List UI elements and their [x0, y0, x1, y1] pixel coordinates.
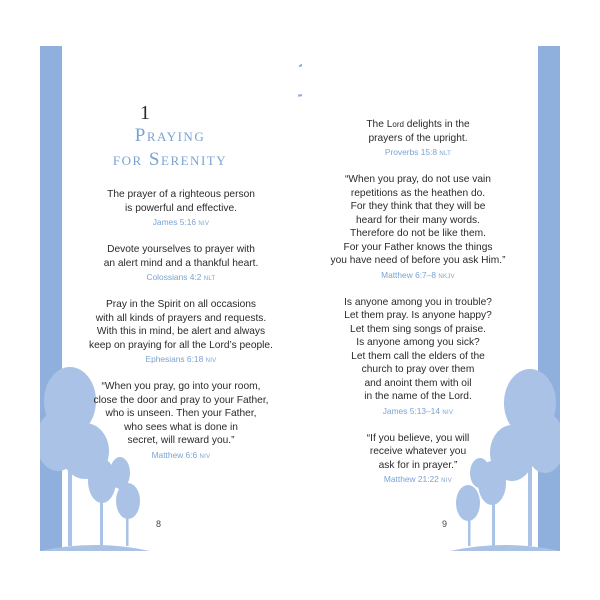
quote-line: Let them call the elders of the [351, 350, 485, 362]
quote-line: an alert mind and a thankful heart. [103, 257, 259, 269]
quote-line: Is anyone among you sick? [356, 337, 480, 348]
left-page [40, 46, 298, 551]
scripture-quote [78, 298, 284, 367]
quote-line: heard for their many words. [355, 214, 480, 226]
scripture-reference: Colossians 4:2 NLT [146, 272, 216, 282]
right-quotes-rest [306, 173, 530, 487]
scripture-reference: James 5:16 NIV [152, 217, 210, 227]
scripture-quote [306, 296, 530, 419]
quote-line: Let them sing songs of praise. [350, 323, 486, 335]
chapter-title-line: for Serenity [112, 149, 228, 170]
quote-line: secret, will reward you.” [127, 435, 235, 446]
quote-line: who is unseen. Then your Father, [105, 408, 257, 419]
quote-line: “When you pray, do not use vain [345, 174, 491, 185]
quote-line: For they think that they will be [350, 201, 486, 212]
quote-line: Let them pray. Is anyone happy? [344, 310, 492, 321]
scripture-quote [78, 243, 284, 285]
scripture-quote [78, 188, 284, 230]
quote-line: ask for in prayer.” [378, 459, 458, 471]
quote-line: Devote yourselves to prayer with [107, 244, 255, 255]
scripture-reference: Matthew 6:7–8 NKJV [381, 269, 455, 280]
quote-line: prayers of the upright. [368, 132, 468, 144]
chapter-number: 1 [140, 102, 150, 124]
page-number: 9 [442, 519, 448, 529]
quote-line: Is anyone among you in trouble? [344, 296, 492, 308]
quote-line: “If you believe, you will [366, 432, 470, 444]
scripture-reference: Matthew 6:6 NIV [151, 449, 211, 460]
quote-line: repetitions as the heathen do. [350, 187, 486, 199]
quote-line: Pray in the Spirit on all occasions [105, 299, 257, 310]
quote-line: is powerful and effective. [125, 202, 237, 214]
book-spread [40, 46, 560, 551]
quote-line: close the door and pray to your Father, [93, 394, 269, 406]
quote-line: For your Father knows the things [343, 241, 493, 253]
quote-line: Therefore do not be like them. [350, 228, 486, 239]
quote-line: With this in mind, be alert and always [96, 326, 266, 337]
quote-line: The prayer of a righteous person [107, 189, 255, 200]
quote-line: keep on praying for all the Lord’s people. [89, 339, 273, 351]
scripture-quote [78, 380, 284, 463]
quote-line: who sees what is done in [124, 421, 238, 433]
scripture-quote [306, 118, 530, 160]
scripture-reference: James 5:13–14 NIV [382, 405, 454, 416]
scripture-reference: Proverbs 15:8 NLT [384, 147, 452, 157]
quote-line: you have need of before you ask Him.” [330, 255, 506, 266]
right-page [302, 46, 560, 551]
chapter-title-line: Praying [134, 125, 206, 146]
scripture-quote [306, 173, 530, 283]
right-quotes [306, 118, 530, 500]
chapter-title [70, 124, 270, 172]
quote-line: with all kinds of prayers and requests. [95, 312, 267, 324]
quote-line: “When you pray, go into your room, [101, 381, 261, 392]
quote-line: The Lord delights in the [366, 119, 470, 130]
quote-line: in the name of the Lord. [364, 391, 472, 402]
left-quotes [78, 188, 284, 476]
quote-line: receive whatever you [369, 446, 467, 457]
page-number: 8 [156, 519, 162, 529]
scripture-reference: Ephesians 6:18 NIV [145, 354, 217, 364]
scripture-quote [306, 432, 530, 488]
scripture-reference: Matthew 21:22 NIV [383, 474, 453, 484]
quote-line: and anoint them with oil [364, 377, 472, 389]
quote-line: church to pray over them [361, 364, 475, 375]
